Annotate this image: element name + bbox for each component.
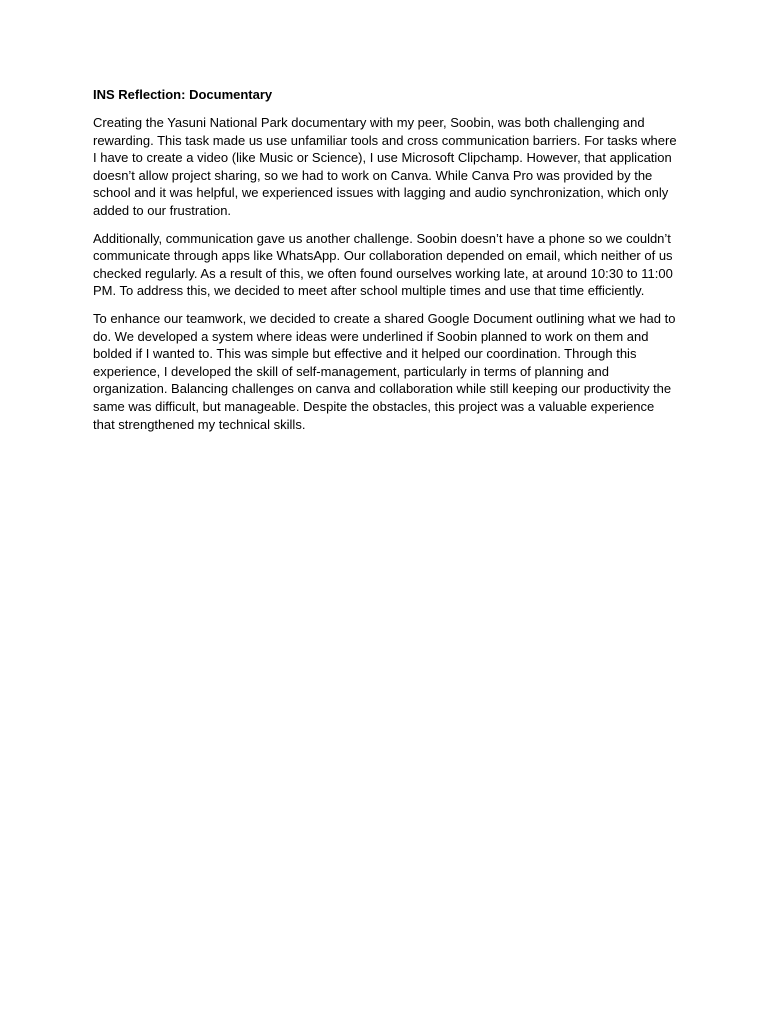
- paragraph-tools: Creating the Yasuni National Park documentary with my peer, Soobin, was both challenging and rewarding. This task made us use unfamiliar tools and cross communication barriers. For tasks where I have to create a video (like Music or Science), I use Microsoft Clipchamp. However, that application doesn’t allow project sharing, so we had to work on Canva. While Canva Pro was provided by the school and it was helpful, we experienced issues with lagging and audio synchronization, which only added to our frustration.: [93, 115, 677, 218]
- document-body: [93, 86, 679, 443]
- paragraph-teamwork: To enhance our teamwork, we decided to create a shared Google Document outlining what we had to do. We developed a system where ideas were underlined if Soobin planned to work on them and bolded if I wanted to. This was simple but effective and it helped our coordination. Through this experience, I developed the skill of self-management, particularly in terms of planning and organization. Balancing challenges on canva and collaboration while still keeping our productivity the same was difficult, but manageable. Despite the obstacles, this project was a valuable experience that strengthened my technical skills.: [93, 310, 676, 432]
- paragraph-communication: Additionally, communication gave us another challenge. Soobin doesn’t have a phone so we couldn’t communicate through apps like WhatsApp. Our collaboration depended on email, which neither of us checked regularly. As a result of this, we often found ourselves working late, at around 10:30 to 11:00 PM. To address this, we decided to meet after school multiple times and use that time efficiently.: [93, 230, 673, 299]
- document-title: INS Reflection: Documentary: [93, 87, 273, 102]
